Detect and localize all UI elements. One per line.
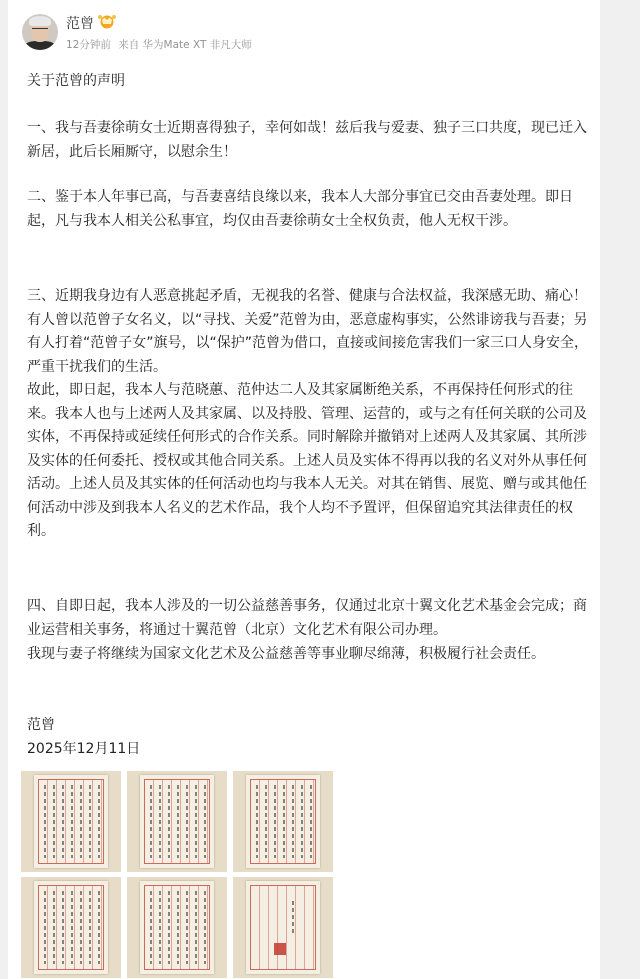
statement-date: 2025年12月11日 <box>27 741 141 757</box>
statement-title: 关于范曾的声明 <box>27 73 125 89</box>
handwritten-page-5[interactable] <box>127 877 227 978</box>
author-name[interactable]: 范曾 <box>66 16 94 32</box>
author-avatar[interactable] <box>22 14 58 50</box>
statement-paragraph-4: 四、自即日起，我本人涉及的一切公益慈善事务，仅通过北京十翼文化艺术基金会完成；商业运营相关事务，将通过十翼范曾（北京）文化艺术有限公司办理。 <box>27 598 587 638</box>
handwritten-page-2[interactable] <box>127 771 227 872</box>
post-source: 来自 华为Mate XT 非凡大师 <box>118 39 252 51</box>
statement-paragraph-1: 一、我与吾妻徐萌女士近期喜得独子，幸何如哉！兹后我与爱妻、独子三口共度，现已迁入新居，此后长厢厮守，以慰余生！ <box>27 120 587 160</box>
handwritten-page-6[interactable] <box>233 877 333 978</box>
vip-crown-icon <box>97 13 117 29</box>
handwritten-page-1[interactable] <box>21 771 121 872</box>
handwritten-page-3[interactable] <box>233 771 333 872</box>
statement-signature: 范曾 <box>27 717 55 733</box>
statement-paragraph-5: 我现与妻子将继续为国家文化艺术及公益慈善等事业聊尽绵薄，积极履行社会责任。 <box>27 646 545 662</box>
statement-paragraph-2: 二、鉴于本人年事已高，与吾妻喜结良缘以来，我本人大部分事宜已交由吾妻处理。即日起，凡与我本人相关公私事宜，均仅由吾妻徐萌女士全权负责，他人无权干涉。 <box>27 189 573 229</box>
post-time[interactable]: 12分钟前 <box>66 39 111 51</box>
seal-stamp <box>274 943 286 955</box>
handwritten-page-4[interactable] <box>21 877 121 978</box>
post-meta <box>66 37 256 52</box>
weibo-post-card <box>8 0 600 979</box>
statement-paragraph-3: 三、近期我身边有人恶意挑起矛盾，无视我的名誉、健康与合法权益，我深感无助、痛心！有人曾以范曾子女名义，以“寻找、关爱”范曾为由，恶意虚构事实，公然诽谤我与吾妻；另有人打着“范曾子女”旗号，以“保护”范曾为借口，直接或间接危害我们一家三口人身安全，严重干扰我们的生活。 故此，即日起，我本人与范晓蕙、范仲达二人及其家属断绝关系，不再保持任何形式的往来。我本人也与上述两人及其家属、以及持股、管理、运营的，或与之有任何关联的公司及实体，不再保持或延续任何形式的合作关系。同时解除并撤销对上述两人及其家属、其所涉及实体的任何委托、授权或其他合同关系。上述人员及实体不得再以我的名义对外从事任何活动。上述人员及其实体的任何活动也均与我本人无关。对其在销售、展览、赠与或其他任何活动中涉及到我本人名义的艺术作品，我个人均不予置评，但保留追究其法律责任的权利。 <box>27 288 589 539</box>
